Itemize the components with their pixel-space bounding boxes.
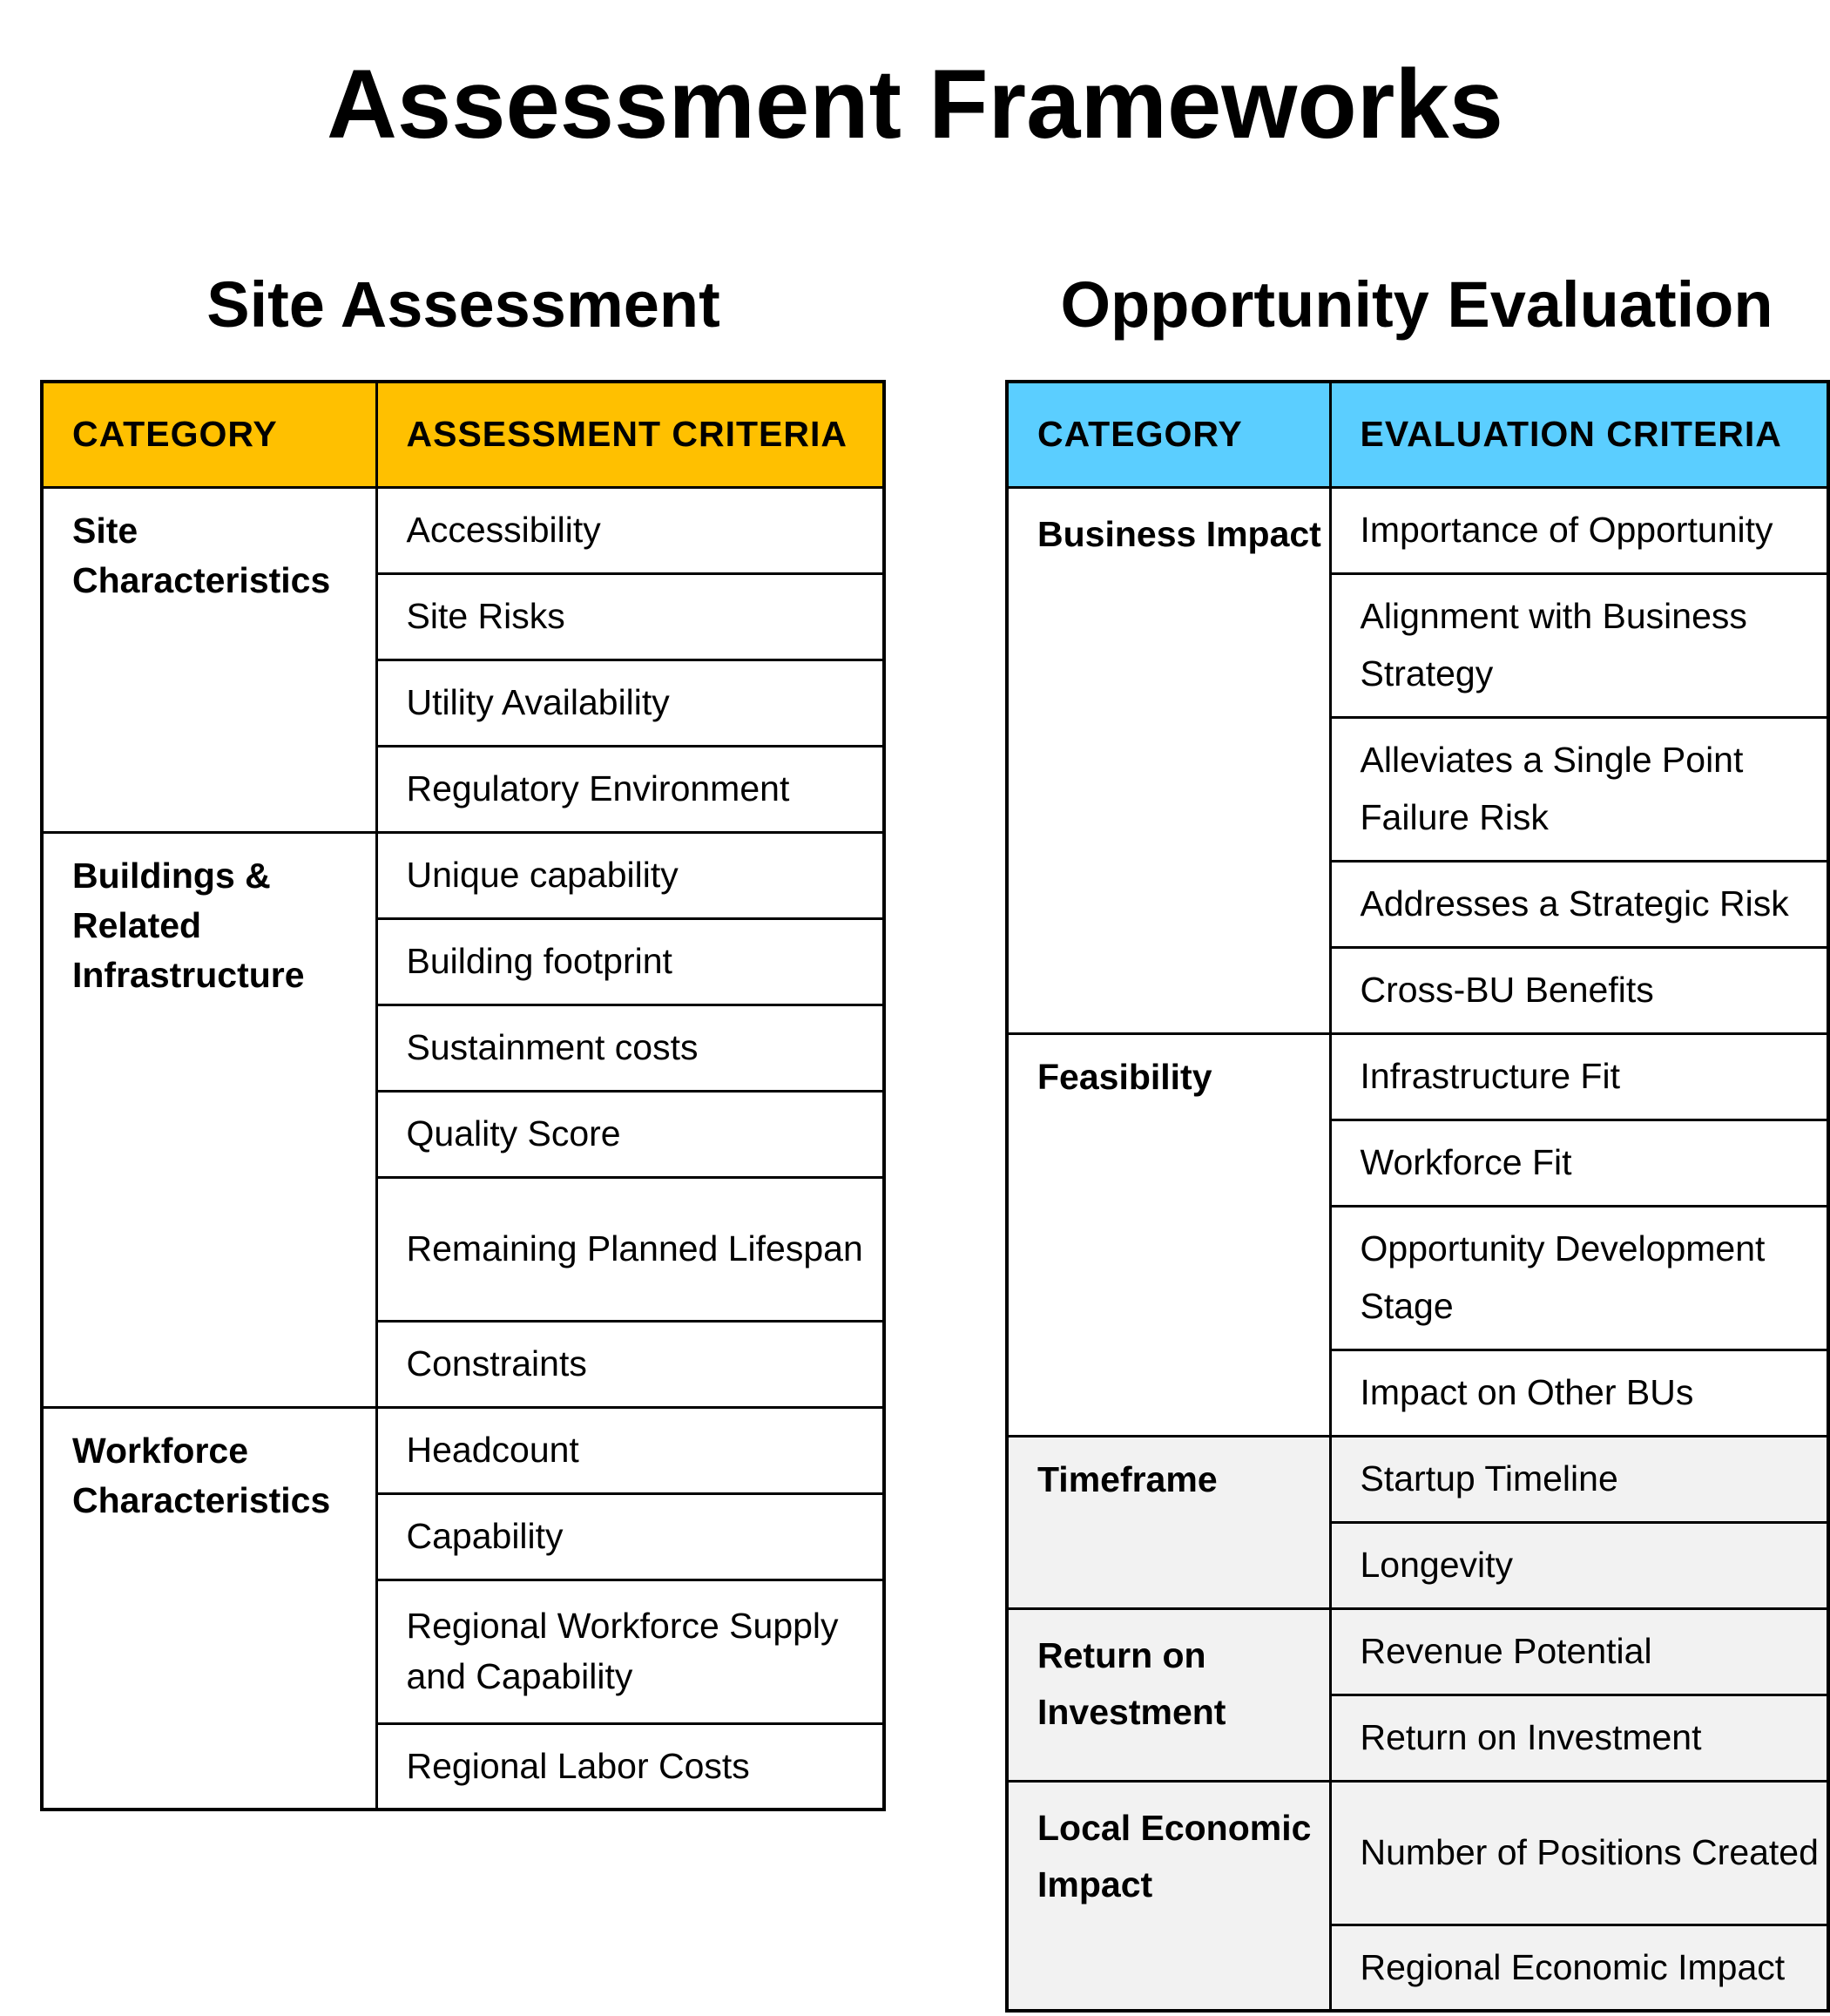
criteria-cell: Regional Economic Impact [1330, 1925, 1828, 2011]
category-workforce-characteristics: Workforce Characteristics [42, 1407, 376, 1810]
criteria-cell: Regulatory Environment [376, 746, 884, 832]
criteria-cell: Remaining Planned Lifespan [376, 1177, 884, 1321]
criteria-cell: Alleviates a Single Point Failure Risk [1330, 717, 1828, 861]
table-header-row [1007, 382, 1828, 487]
table-row [42, 832, 884, 918]
criteria-cell: Cross-BU Benefits [1330, 947, 1828, 1033]
table-row [1007, 1608, 1828, 1695]
criteria-cell: Number of Positions Created [1330, 1781, 1828, 1925]
criteria-cell: Headcount [376, 1407, 884, 1493]
criteria-cell: Sustainment costs [376, 1005, 884, 1091]
criteria-cell: Building footprint [376, 918, 884, 1005]
criteria-cell: Regional Workforce Supply and Capability [376, 1580, 884, 1723]
criteria-cell: Quality Score [376, 1091, 884, 1177]
category-local-economic-impact: Local Economic Impact [1007, 1781, 1330, 2011]
table-row [1007, 1033, 1828, 1120]
opportunity-evaluation-section [1005, 266, 1828, 344]
criteria-cell: Workforce Fit [1330, 1120, 1828, 1206]
criteria-cell: Longevity [1330, 1522, 1828, 1608]
category-site-characteristics: Site Characteristics [42, 487, 376, 832]
opportunity-evaluation-title: Opportunity Evaluation [1060, 268, 1773, 341]
site-assessment-table [40, 380, 886, 1811]
column-header-criteria: EVALUATION CRITERIA [1330, 382, 1828, 487]
criteria-cell: Revenue Potential [1330, 1608, 1828, 1695]
table-header-row [42, 382, 884, 487]
site-assessment-section [40, 266, 887, 344]
criteria-cell: Utility Availability [376, 660, 884, 746]
criteria-cell: Startup Timeline [1330, 1436, 1828, 1522]
column-header-category: CATEGORY [1007, 382, 1330, 487]
table-row [42, 487, 884, 573]
criteria-cell: Opportunity Development Stage [1330, 1206, 1828, 1350]
column-header-criteria: ASSESSMENT CRITERIA [376, 382, 884, 487]
criteria-cell: Unique capability [376, 832, 884, 918]
table-row [42, 1407, 884, 1493]
category-timeframe: Timeframe [1007, 1436, 1330, 1608]
criteria-cell: Regional Labor Costs [376, 1723, 884, 1810]
criteria-cell: Return on Investment [1330, 1695, 1828, 1781]
criteria-cell: Infrastructure Fit [1330, 1033, 1828, 1120]
table-row [1007, 1436, 1828, 1522]
category-return-on-investment: Return on Investment [1007, 1608, 1330, 1781]
criteria-cell: Accessibility [376, 487, 884, 573]
table-row [1007, 487, 1828, 573]
category-feasibility: Feasibility [1007, 1033, 1330, 1436]
criteria-cell: Constraints [376, 1321, 884, 1407]
category-buildings-infrastructure: Buildings & Related Infrastructure [42, 832, 376, 1407]
site-assessment-title: Site Assessment [206, 268, 720, 341]
column-header-category: CATEGORY [42, 382, 376, 487]
category-business-impact: Business Impact [1007, 487, 1330, 1033]
criteria-cell: Impact on Other BUs [1330, 1350, 1828, 1436]
criteria-cell: Alignment with Business Strategy [1330, 573, 1828, 717]
opportunity-evaluation-table [1005, 380, 1830, 2013]
criteria-cell: Addresses a Strategic Risk [1330, 861, 1828, 947]
criteria-cell: Capability [376, 1493, 884, 1580]
page-title: Assessment Frameworks [327, 50, 1503, 159]
criteria-cell: Importance of Opportunity [1330, 487, 1828, 573]
criteria-cell: Site Risks [376, 573, 884, 660]
table-row [1007, 1781, 1828, 1925]
